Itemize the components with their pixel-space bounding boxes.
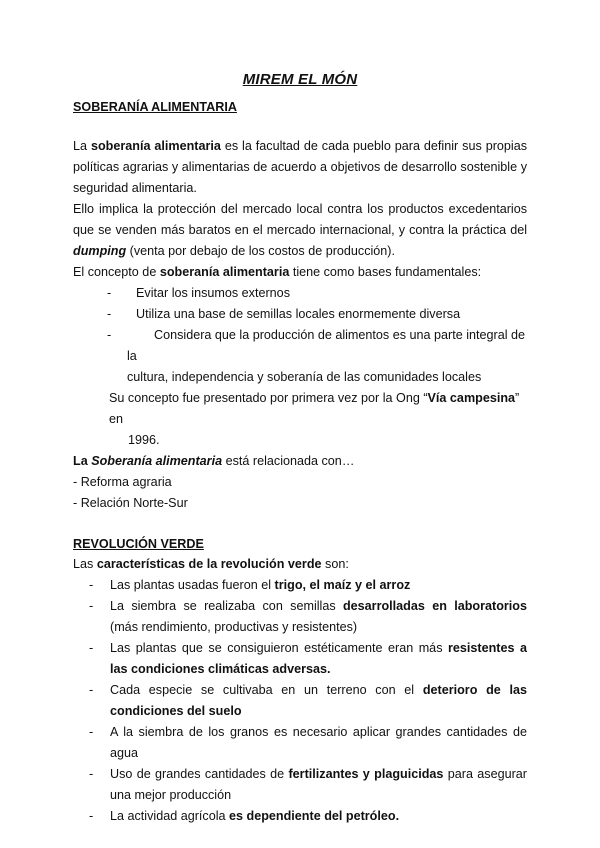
paragraph-definition: La soberanía alimentaria es la facultad de cada pueblo para definir sus propias políticas agrarias y alimentarias de acuerdo a objetivos de desarrollo sostenible y seguridad alimentaria.: [73, 139, 527, 195]
paragraph-via-campesina: Su concepto fue presentado por primera vez por la Ong “Vía campesina” en 1996.: [109, 391, 520, 447]
bases-list: [73, 283, 527, 388]
list-item: - Uso de grandes cantidades de fertilizantes y plaguicidas para asegurar una mejor producción: [89, 767, 527, 802]
list-item: - Las plantas que se consiguieron estéticamente eran más resistentes a las condiciones climáticas adversas.: [89, 641, 527, 676]
section-heading-revolucion: REVOLUCIÓN VERDE: [73, 537, 204, 551]
list-item: - Cada especie se cultivaba en un terreno con el deterioro de las condiciones del suelo: [89, 683, 527, 718]
section-heading-soberania: SOBERANÍA ALIMENTARIA: [73, 100, 237, 114]
list-item: - La siembra se realizaba con semillas desarrolladas en laboratorios (más rendimiento, productivas y resistentes): [89, 599, 527, 634]
list-item: - Las plantas usadas fueron el trigo, el maíz y el arroz: [89, 578, 411, 592]
related-item: - Reforma agraria: [73, 475, 172, 489]
revolucion-list: [73, 575, 527, 827]
paragraph-dumping: Ello implica la protección del mercado local contra los productos excedentarios que se venden más baratos en el mercado internacional, y contra la práctica del dumping (venta por debajo de los costos de producción).: [73, 202, 527, 258]
related-item: - Relación Norte-Sur: [73, 496, 188, 510]
list-item: - Considera que la producción de alimentos es una parte integral de la cultura, independencia y soberanía de las comunidades locales: [107, 328, 526, 384]
document-page: [73, 70, 527, 827]
list-item: - A la siembra de los granos es necesario aplicar grandes cantidades de agua: [89, 725, 527, 760]
paragraph-bases-intro: El concepto de soberanía alimentaria tiene como bases fundamentales:: [73, 265, 482, 279]
list-item: - Evitar los insumos externos: [107, 286, 290, 300]
page-title: MIREM EL MÓN: [242, 71, 358, 88]
paragraph-related: La Soberanía alimentaria está relacionada con…: [73, 454, 355, 468]
paragraph-revolucion-intro: Las características de la revolución verde son:: [73, 557, 349, 571]
list-item: - Utiliza una base de semillas locales enormemente diversa: [107, 307, 461, 321]
list-item: - La actividad agrícola es dependiente del petróleo.: [89, 809, 400, 823]
